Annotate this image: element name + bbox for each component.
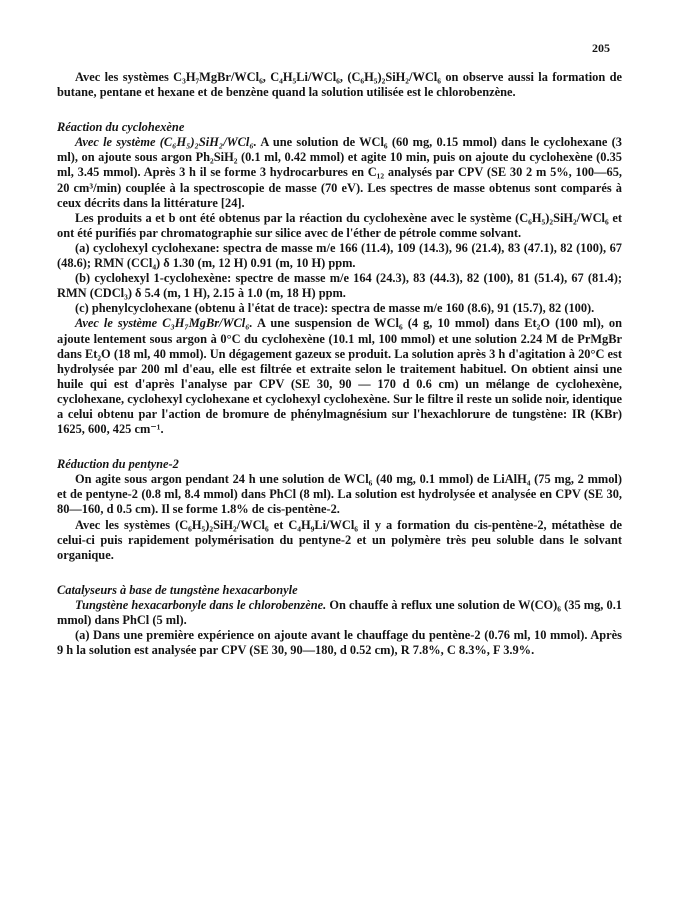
- item-a-cyclohexyl-cyclohexane: (a) cyclohexyl cyclohexane: spectra de masse m/e 166 (11.4), 109 (14.3), 96 (21.4), 83 (47.1), 82 (100), 67 (48.6); RMN (CCl₄) δ 1.30 (m, 12 H) 0.91 (m, 10 H) ppm.: [57, 240, 622, 271]
- paragraph-products: Les produits a et b ont été obtenus par la réaction du cyclohexène avec le système (C₆H₅)₂SiH₂/WCl₆ et ont été purifiés par chromatographie sur silice avec de l'éther de pétrole comme solvant.: [57, 210, 622, 240]
- paragraph-lead: Tungstène hexacarbonyle dans le chlorobenzène.: [75, 597, 327, 612]
- paragraph-lead: Avec le système C₃H₇MgBr/WCl₆.: [75, 316, 253, 331]
- paragraph-lead: Avec le système (C₆H₅)₂SiH₂/WCl₆.: [75, 135, 257, 150]
- paragraph-text: A une solution de WCl₆ (60 mg, 0.15 mmol) dans le cyclohexane (3 ml), on ajoute sous argon Ph₂SiH₂ (0.1 ml, 0.42 mmol) et agite 10 min, puis on ajoute du cyclohexène (0.35 ml, 3.45 mmol). Après 3 h il se forme 3 hydrocarbures en C₁₂ analysés par CPV (SE 30 2 m 5%, 100—65, 20 cm³/min) couplée à la spectroscopie de masse (70 eV). Les spectres de masse obtenus sont comparés à ceux décrits dans la littérature [24].: [57, 135, 622, 210]
- paragraph-prmgbr-system: [57, 316, 622, 437]
- section-title-tungsten-hexacarbonyl: Catalyseurs à base de tungstène hexacarbonyle: [57, 582, 298, 597]
- paragraph-pentyne-reduction: On agite sous argon pendant 24 h une solution de WCl₆ (40 mg, 0.1 mmol) de LiAlH₄ (75 mg, 2 mmol) et de pentyne-2 (0.8 ml, 8.4 mmol) dans PhCl (8 ml). La solution est hydrolysée et analysée en CPV (SE 30, 80—160, d 0.5 cm). Il se forme 1.8% de cis-pentène-2.: [57, 472, 622, 517]
- intro-paragraph: Avec les systèmes C₃H₇MgBr/WCl₆, C₄H₅Li/WCl₆, (C₆H₅)₂SiH₂/WCl₆ on observe aussi la formation de butane, pentane et hexane et de benzène quand la solution utilisée est le chlorobenzène.: [57, 70, 622, 100]
- page-number: 205: [592, 41, 610, 55]
- item-b-cyclohexyl-cyclohexene: (b) cyclohexyl 1-cyclohexène: spectre de masse m/e 164 (24.3), 83 (44.3), 82 (100), 81 (51.4), 67 (81.4); RMN (CDCl₃) δ 5.4 (m, 1 H), 2.15 à 1.0 (m, 18 H) ppm.: [57, 271, 622, 301]
- paragraph-w-co-6: [57, 598, 622, 628]
- article-body: [57, 70, 622, 658]
- paragraph-ph2sih2-system: [57, 135, 622, 210]
- paragraph-text: On chauffe à reflux une solution de W(CO)₆ (35 mg, 0.1 mmol) dans PhCl (5 ml).: [57, 597, 623, 627]
- paragraph-pentyne-systems: Avec les systèmes (C₆H₅)₂SiH₂/WCl₆ et C₄H₉Li/WCl₆ il y a formation du cis-pentène-2, métathèse de celui-ci puis rapidement polymérisation du pentyne-2 et un polymère très peu soluble dans le solvant organique.: [57, 517, 622, 562]
- section-title-pentyne: Réduction du pentyne-2: [57, 457, 179, 472]
- section-title-cyclohexene: Réaction du cyclohexène: [57, 120, 185, 135]
- paragraph-text: A une suspension de WCl₆ (4 g, 10 mmol) dans Et₂O (100 ml), on ajoute lentement sous argon à 0°C du cyclohexène (10.1 ml, 100 mmol) et une solution 2.24 M de PrMgBr dans Et₂O (18 ml, 40 mmol). Un dégagement gazeux se produit. La solution après 3 h d'agitation à 20°C est hydrolysée par 200 ml d'eau, elle est filtrée et extraite selon le traitement habituel. On obtient ainsi une huile qui est d'après l'analyse par CPV (SE 30, 90 — 170 d 0.6 cm) un mélange de cyclohexène, cyclohexane, cyclohexyl cyclohexane et cyclohexyl cyclohexène. Sur le filtre il reste un solide noir, identique a celui obtenu par l'action de bromure de phénylmagnésium sur l'hexachlorure de tungstène: IR (KBr) 1625, 600, 425 cm⁻¹.: [57, 316, 622, 437]
- item-c-phenylcyclohexane: (c) phenylcyclohexane (obtenu à l'état de trace): spectra de masse m/e 160 (8.6), 91 (15.7), 82 (100).: [75, 301, 595, 316]
- item-a-first-experiment: (a) Dans une première expérience on ajoute avant le chauffage du pentène-2 (0.76 ml, 10 mmol). Après 9 h la solution est analysée par CPV (SE 30, 90—180, d 0.52 cm), R 7.8%, C 8.3%, F 3.9%.: [57, 628, 622, 658]
